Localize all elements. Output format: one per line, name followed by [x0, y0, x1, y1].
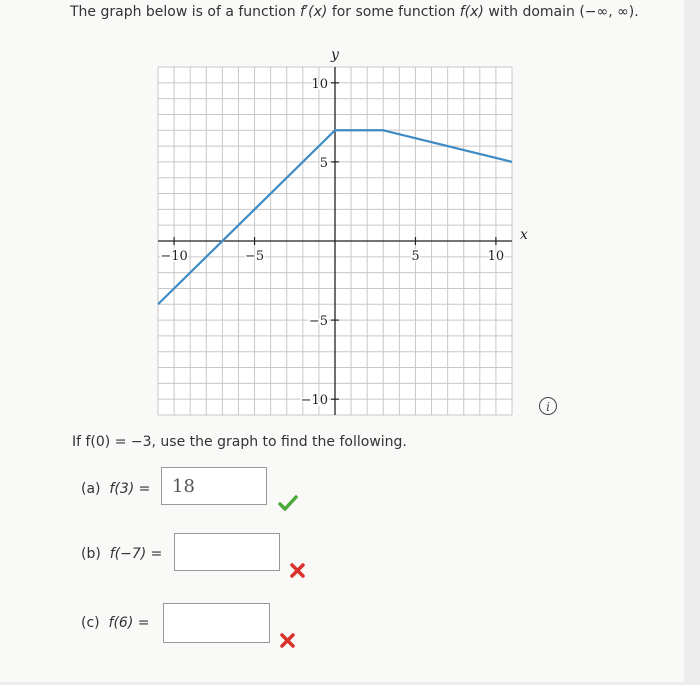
y-axis-label: y [331, 47, 339, 63]
part-a-label [81, 481, 150, 497]
part-c-letter: (c) [81, 615, 100, 631]
question-prefix: The graph below is of a function [70, 4, 296, 20]
check-icon [278, 495, 298, 511]
derivative-graph [150, 45, 528, 420]
question-middle: for some function [331, 4, 456, 20]
info-icon[interactable]: i [539, 397, 557, 415]
part-c-expr: f(6) = [108, 615, 150, 631]
question-suffix: with domain (−∞, ∞). [488, 4, 639, 20]
part-b-label [81, 546, 162, 562]
x-tick-label: −10 [160, 249, 188, 264]
part-a-expr: f(3) = [109, 481, 151, 497]
y-tick-label: 10 [311, 76, 328, 92]
part-a-input[interactable]: 18 [161, 467, 267, 505]
cross-icon [280, 633, 295, 648]
x-axis-label: x [520, 227, 528, 243]
x-tick-label: −5 [244, 249, 265, 264]
y-tick-label: 5 [319, 155, 328, 171]
cross-icon [290, 563, 305, 578]
prompt-text: If f(0) = −3, use the graph to find the following. [72, 434, 407, 450]
part-b-letter: (b) [81, 546, 101, 562]
part-c-input[interactable] [163, 603, 270, 643]
x-tick-label: 5 [411, 249, 420, 264]
question-fprime: f′(x) [300, 4, 328, 20]
question-text [70, 4, 639, 20]
part-a-letter: (a) [81, 481, 101, 497]
question-f: f(x) [459, 4, 484, 20]
part-b-expr: f(−7) = [109, 546, 163, 562]
y-tick-label: −5 [308, 314, 328, 330]
part-b-input[interactable] [174, 533, 280, 571]
x-tick-label: 10 [487, 249, 505, 264]
part-c-label [81, 615, 149, 631]
y-tick-label: −10 [300, 393, 328, 409]
